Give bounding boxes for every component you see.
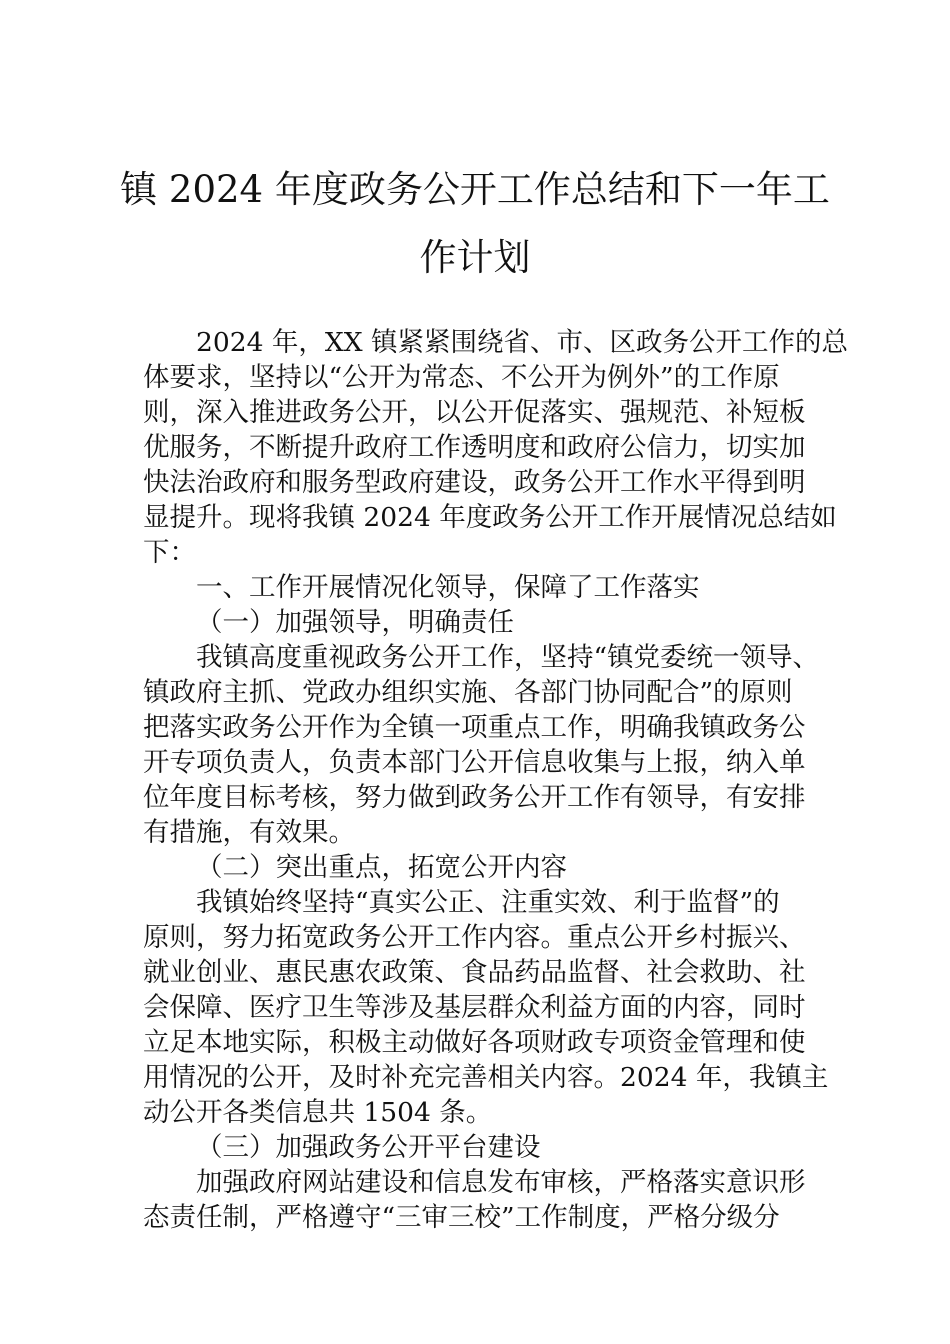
paragraph-line: 有措施，有效果。: [143, 817, 355, 848]
subsection-heading: （一）加强领导，明确责任: [196, 607, 514, 638]
paragraph-line: 我镇始终坚持“真实公正、注重实效、利于监督”的: [196, 887, 780, 918]
paragraph-line: 位年度目标考核，努力做到政务公开工作有领导，有安排: [143, 782, 806, 813]
paragraph-line: 加强政府网站建设和信息发布审核，严格落实意识形: [196, 1167, 806, 1198]
paragraph-line: 我镇高度重视政务公开工作，坚持“镇党委统一领导、: [196, 642, 820, 673]
paragraph-line: 下：: [143, 537, 196, 568]
paragraph-line: 原则，努力拓宽政务公开工作内容。重点公开乡村振兴、: [143, 922, 806, 953]
document-title-line-1: 镇 2024 年度政务公开工作总结和下一年工: [120, 168, 830, 211]
paragraph-line: 把落实政务公开作为全镇一项重点工作，明确我镇政务公: [143, 712, 806, 743]
paragraph-line: 动公开各类信息共 1504 条。: [143, 1097, 493, 1128]
paragraph-line: 快法治政府和服务型政府建设，政务公开工作水平得到明: [143, 467, 806, 498]
paragraph-line: 开专项负责人，负责本部门公开信息收集与上报，纳入单: [143, 747, 806, 778]
paragraph-line: 2024 年，XX 镇紧紧围绕省、市、区政务公开工作的总: [196, 327, 849, 358]
paragraph-line: 用情况的公开，及时补充完善相关内容。2024 年，我镇主: [143, 1062, 829, 1093]
paragraph-line: 体要求，坚持以“公开为常态、不公开为例外”的工作原: [143, 362, 780, 393]
subsection-heading: （三）加强政务公开平台建设: [196, 1132, 541, 1163]
paragraph-line: 显提升。现将我镇 2024 年度政务公开工作开展情况总结如: [143, 502, 837, 533]
paragraph-line: 则，深入推进政务公开，以公开促落实、强规范、补短板: [143, 397, 806, 428]
document-title-line-2: 作计划: [419, 236, 531, 279]
paragraph-line: 态责任制，严格遵守“三审三校”工作制度，严格分级分: [143, 1202, 780, 1233]
paragraph-line: 立足本地实际，积极主动做好各项财政专项资金管理和使: [143, 1027, 806, 1058]
paragraph-line: 优服务，不断提升政府工作透明度和政府公信力，切实加: [143, 432, 806, 463]
paragraph-line: 就业创业、惠民惠农政策、食品药品监督、社会救助、社: [143, 957, 806, 988]
section-heading: 一、工作开展情况化领导，保障了工作落实: [196, 572, 700, 603]
subsection-heading: （二）突出重点，拓宽公开内容: [196, 852, 567, 883]
paragraph-line: 镇政府主抓、党政办组织实施、各部门协同配合”的原则: [143, 677, 793, 708]
paragraph-line: 会保障、医疗卫生等涉及基层群众利益方面的内容，同时: [143, 992, 806, 1023]
